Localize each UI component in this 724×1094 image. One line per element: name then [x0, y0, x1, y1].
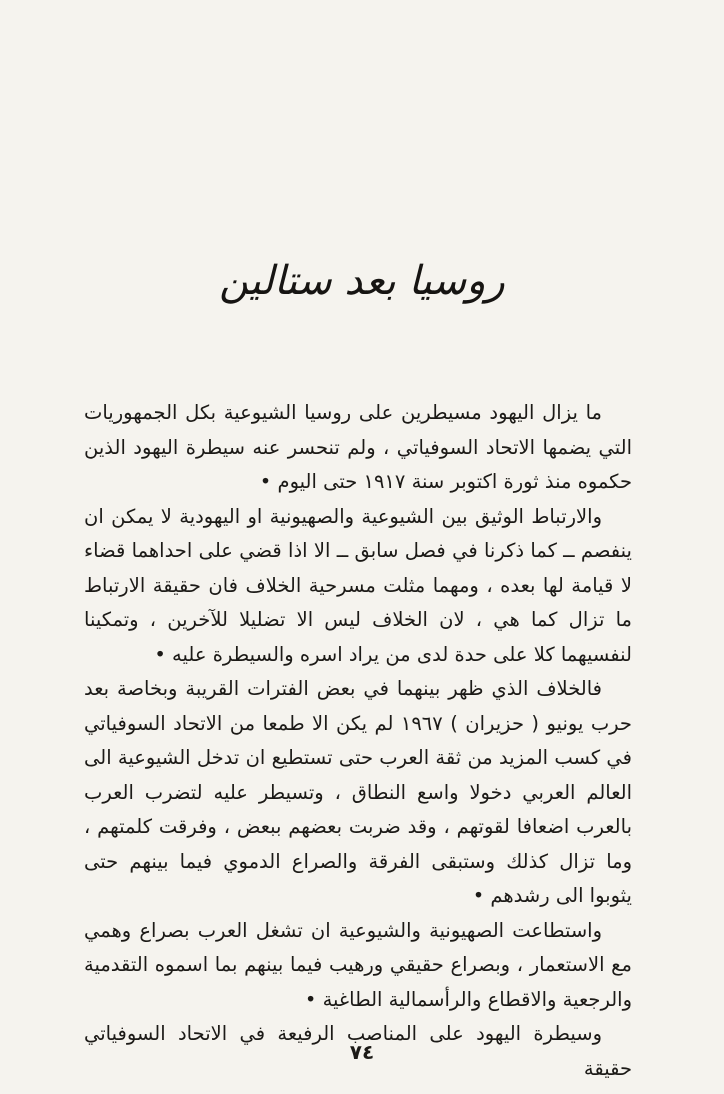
- paragraph: واستطاعت الصهيونية والشيوعية ان تشغل العرب بصراع وهمي مع الاستعمار ، وبصراع حقيقي ورهيب فيما بينهم بما اسموه التقدمية والرجعية والاقطاع والرأسمالية الطاغية •: [84, 918, 632, 1011]
- paragraph: فالخلاف الذي ظهر بينهما في بعض الفترات القريبة وبخاصة بعد حرب يونيو ( حزيران ) ١٩٦٧ لم يكن الا طمعا من الاتحاد السوفياتي في كسب المزيد من ثقة العرب حتى تستطيع ان تدخل الشيوعية الى العالم العربي دخولا واسع النطاق ، وتسيطر عليه لتضرب العرب بالعرب اضعافا لقوتهم ، وقد ضربت بعضهم ببعض ، وفرقت كلمتهم ، وما تزال كذلك وستبقى الفرقة والصراع الدموي فيما بينهم حتى يثوبوا الى رشدهم •: [84, 677, 632, 907]
- paragraph: وسيطرة اليهود على المناصب الرفيعة في الاتحاد السوفياتي حقيقة: [84, 1022, 632, 1080]
- chapter-title: روسيا بعد ستالين: [219, 258, 505, 304]
- chapter-body: [84, 396, 632, 1086]
- page-number: ٧٤: [349, 1040, 375, 1064]
- paragraph: ما يزال اليهود مسيطرين على روسيا الشيوعية بكل الجمهوريات التي يضمها الاتحاد السوفياتي ، ولم تنحسر عنه سيطرة اليهود الذين حكموه منذ ثورة اكتوبر سنة ١٩١٧ حتى اليوم •: [84, 401, 632, 493]
- paragraph: والارتباط الوثيق بين الشيوعية والصهيونية او اليهودية لا يمكن ان ينفصم ــ كما ذكرنا في فصل سابق ــ الا اذا قضي على احداهما قضاء لا قيامة لها بعده ، ومهما مثلت مسرحية الخلاف فان حقيقة الارتباط ما تزال كما هي ، لان الخلاف ليس الا تضليلا للآخرين ، وتمكينا لنفسيهما كلا على حدة لدى من يراد اسره والسيطرة عليه •: [84, 504, 632, 666]
